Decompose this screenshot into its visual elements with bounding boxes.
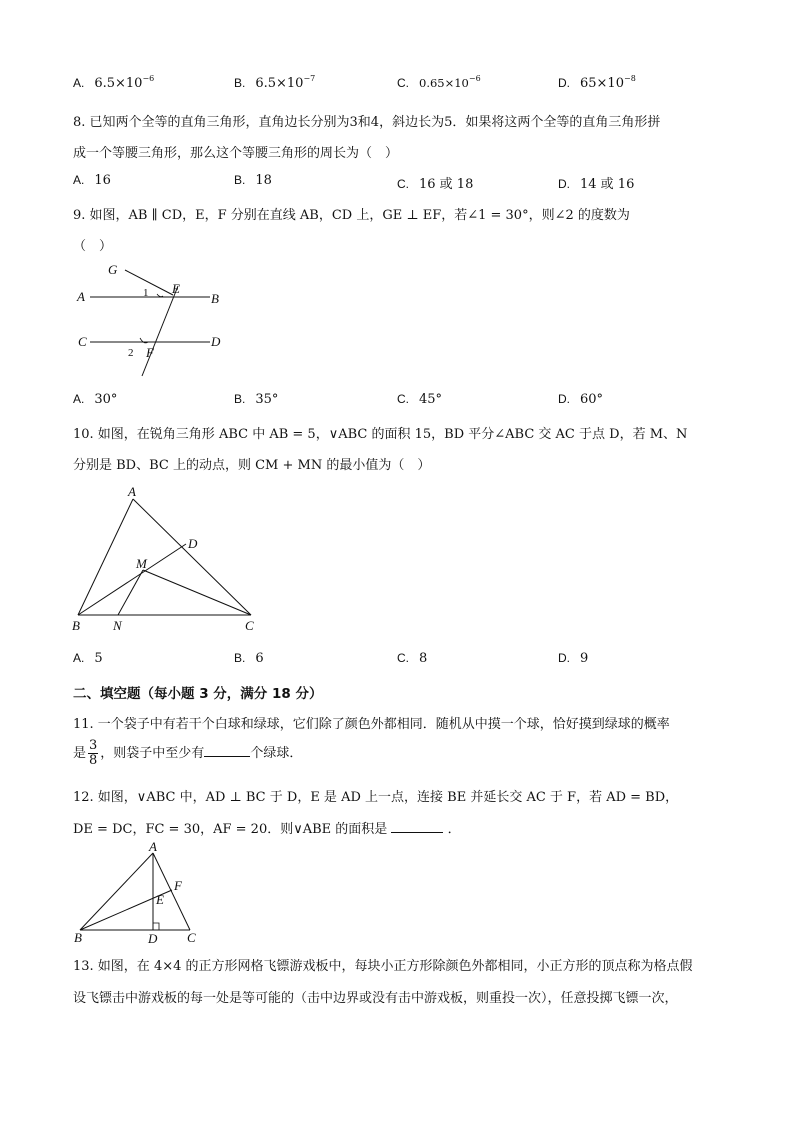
q7-option-d: D. $65\times 10^{-8}$ [558,74,636,91]
q9-stem-line1: 9. 如图，AB ∥ CD，E，F 分别在直线 AB，CD 上，GE ⊥ EF，若∠1 = 30°，则∠2 的度数为 [73,208,630,223]
q9-label-d: D [211,334,221,349]
q10-label-c: C [245,618,254,633]
q10-option-b: B. 6 [234,651,264,666]
q10-stem-line2: 分别是 BD、BC 上的动点，则 CM + MN 的最小值为（ ） [73,458,431,473]
q12-label-b: B [74,930,82,945]
q9-option-b: B. 35° [234,392,279,407]
q7-option-b: B. $6.5\times 10^{-7}$ [234,74,316,91]
q10-stem-line1: 10. 如图，在锐角三角形 ABC 中 AB = 5，∨ABC 的面积 15，BD 平分∠ABC 交 AC 于点 D，若 M、N [73,427,688,442]
q12-label-f: F [174,878,182,893]
q9-label-b: B [211,291,219,306]
q12-answer-blank[interactable] [391,820,443,833]
q9-label-e: E [172,281,180,296]
q12-label-a: A [149,839,157,854]
q7-option-c: C. $0.65\times 10^{-6}$ [397,74,481,90]
q9-option-c: C. 45° [397,392,443,407]
q10-figure [68,484,268,634]
q10-label-a: A [128,484,136,499]
q8-stem-line2: 成一个等腰三角形，那么这个等腰三角形的周长为（ ） [73,146,399,161]
q12-stem-line1: 12. 如图，∨ABC 中，AD ⊥ BC 于 D，E 是 AD 上一点，连接 BE 并延长交 AC 于 F，若 AD = BD， [73,790,679,805]
q10-label-b: B [72,618,80,633]
q9-label-c: C [78,334,87,349]
q9-label-g: G [108,262,118,277]
q10-label-m: M [136,556,147,571]
q8-option-d: D. 14 或 16 [558,177,635,192]
q9-option-d: D. 60° [558,392,604,407]
q8-option-c: C. 16 或 18 [397,177,474,192]
q8-option-b: B. 18 [234,173,272,188]
q13-stem-line2: 设飞镖击中游戏板的每一处是等可能的（击中边界或没有击中游戏板，则重投一次），任意投掷飞镖一次， [73,991,678,1006]
q10-option-a: A. 5 [73,651,103,666]
q8-option-a: A. 16 [73,173,111,188]
q12-label-e: E [156,892,164,907]
q9-option-a: A. 30° [73,392,118,407]
section-heading-fill-in: 二、填空题（每小题 3 分，满分 18 分） [73,686,323,702]
q12-label-c: C [187,930,196,945]
q9-stem-line2: （ ） [73,239,113,254]
q10-label-d: D [188,536,198,551]
q9-angle-1: 1 [143,287,149,299]
q10-option-d: D. 9 [558,651,589,666]
q9-figure [70,258,240,383]
q10-label-n: N [113,618,122,633]
q12-stem-line2: DE = DC，FC = 30，AF = 20．则∨ABE 的面积是 ． [73,822,461,837]
q11-fraction: $\frac{3}{8}$ [89,738,98,768]
q13-stem-line1: 13. 如图，在 4×4 的正方形网格飞镖游戏板中，每块小正方形除颜色外都相同，小正方形的顶点称为格点假 [73,959,693,974]
q8-stem-line1: 8. 已知两个全等的直角三角形，直角边长分别为3和4，斜边长为5．如果将这两个全等的直角三角形拼 [73,115,661,130]
q9-label-f: F [146,345,154,360]
q12-figure [70,838,210,948]
q12-label-d: D [148,931,158,946]
q9-label-a: A [77,289,85,304]
q11-stem-line2: 是 $\frac{3}{8}$ ，则袋子中至少有 个绿球． [73,738,303,768]
q9-angle-2: 2 [128,347,134,359]
q11-answer-blank[interactable] [204,744,250,757]
q11-stem-line1: 11. 一个袋子中有若干个白球和绿球，它们除了颜色外都相同．随机从中摸一个球，恰好摸到绿球的概率 [73,717,670,732]
q7-option-a: A. $6.5\times 10^{-6}$ [73,74,155,91]
q10-option-c: C. 8 [397,651,428,666]
